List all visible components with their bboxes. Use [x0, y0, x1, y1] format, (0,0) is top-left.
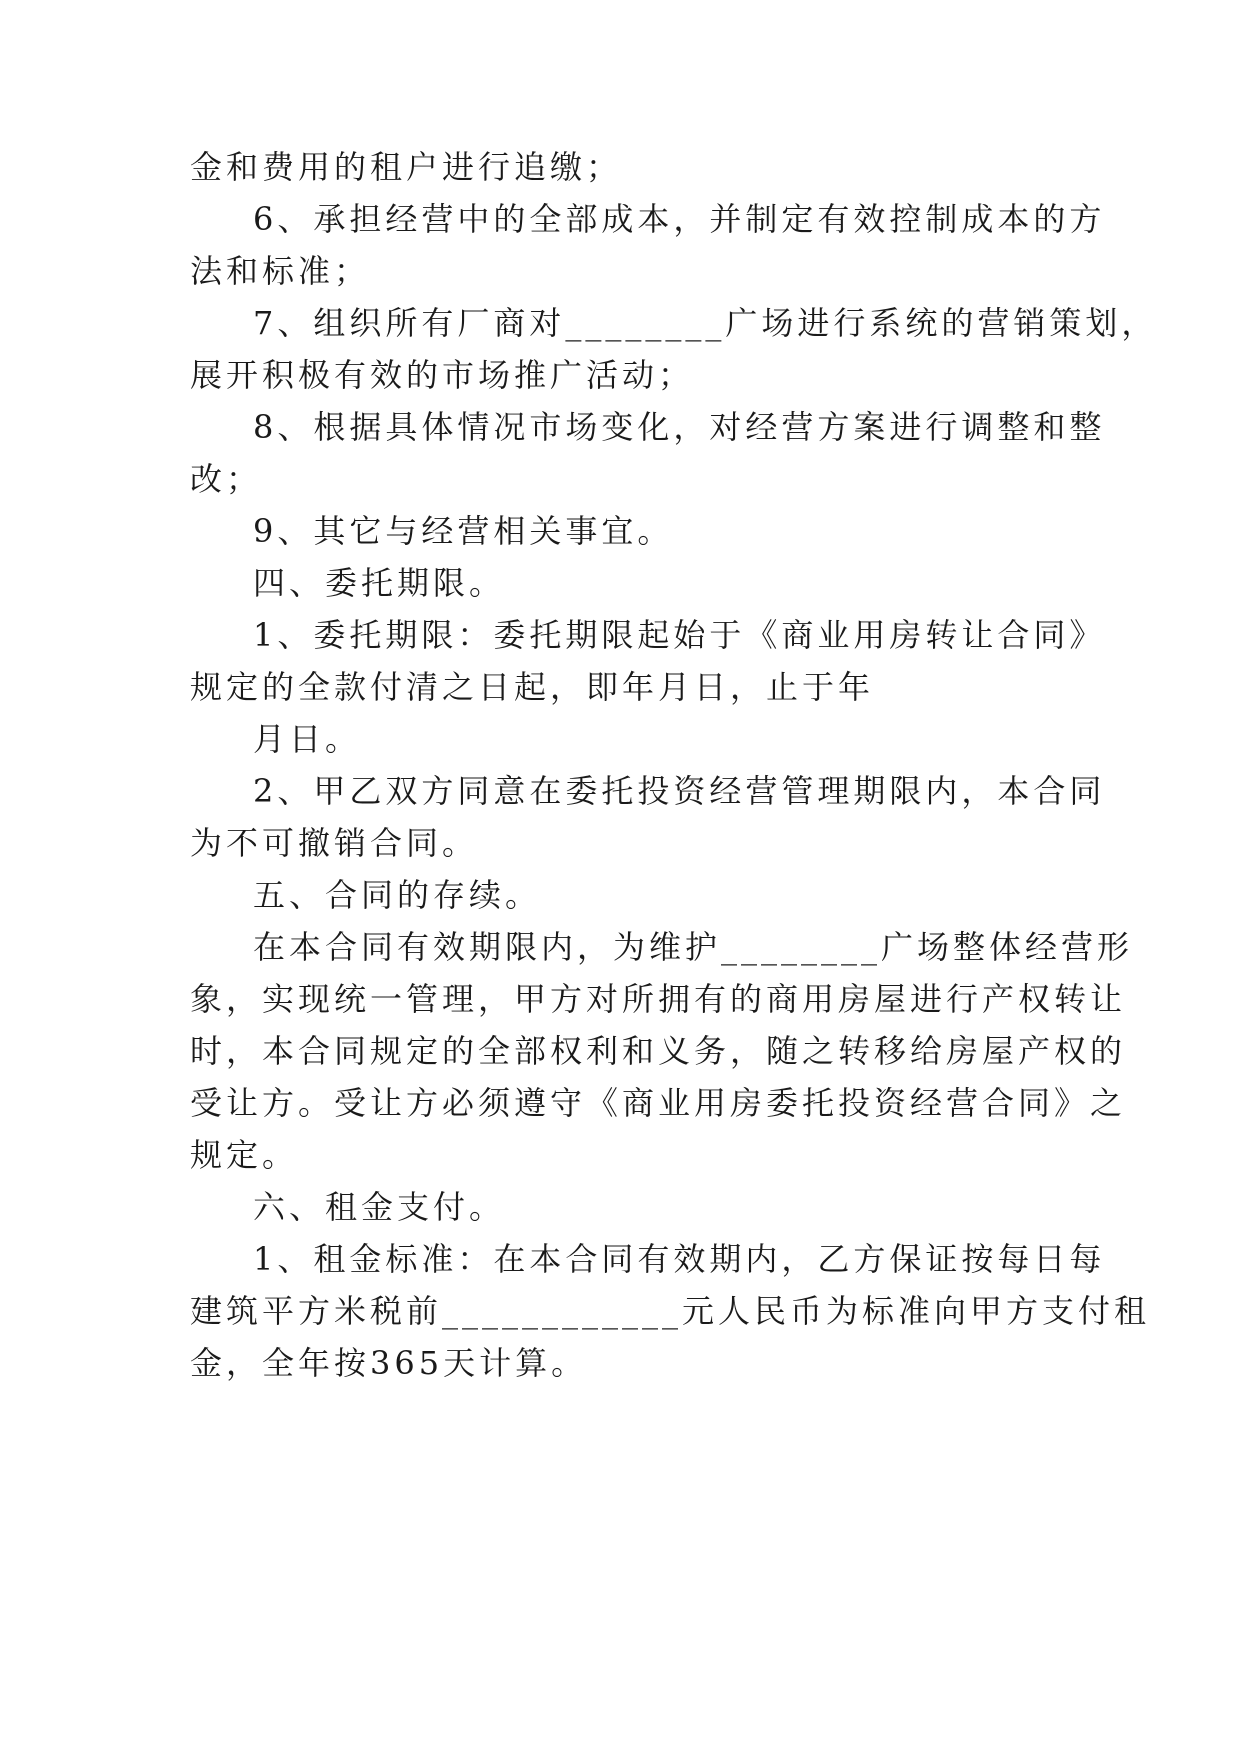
text-line: 受让方。受让方必须遵守《商业用房委托投资经营合同》之	[190, 1084, 1127, 1122]
text-line: 金，全年按365天计算。	[190, 1344, 588, 1382]
text-line: 6、承担经营中的全部成本，并制定有效控制成本的方	[253, 200, 1106, 238]
text-line: 1、委托期限：委托期限起始于《商业用房转让合同》	[253, 616, 1106, 654]
text-line: 月日。	[253, 720, 362, 758]
text-line: 建筑平方米税前____________元人民币为标准向甲方支付租	[190, 1292, 1151, 1330]
text-line: 规定。	[190, 1136, 299, 1174]
text-line: 7、组织所有厂商对________广场进行系统的营销策划，	[253, 304, 1158, 342]
text-line: 改；	[190, 460, 263, 498]
text-line: 法和标准；	[190, 252, 371, 290]
text-line: 在本合同有效期限内，为维护________广场整体经营形	[253, 928, 1134, 966]
text-line: 9、其它与经营相关事宜。	[253, 512, 674, 550]
text-line: 1、租金标准：在本合同有效期内，乙方保证按每日每	[253, 1240, 1106, 1278]
section-heading: 五、合同的存续。	[253, 876, 542, 914]
text-line: 金和费用的租户进行追缴；	[190, 148, 623, 186]
text-line: 规定的全款付清之日起，即年月日，止于年	[190, 668, 875, 706]
text-line: 展开积极有效的市场推广活动；	[190, 356, 695, 394]
text-line: 象，实现统一管理，甲方对所拥有的商用房屋进行产权转让	[190, 980, 1127, 1018]
section-heading: 六、租金支付。	[253, 1188, 506, 1226]
text-line: 时，本合同规定的全部权利和义务，随之转移给房屋产权的	[190, 1032, 1127, 1070]
text-line: 2、甲乙双方同意在委托投资经营管理期限内，本合同	[253, 772, 1106, 810]
text-line: 为不可撤销合同。	[190, 824, 479, 862]
text-line: 8、根据具体情况市场变化，对经营方案进行调整和整	[253, 408, 1106, 446]
section-heading: 四、委托期限。	[253, 564, 506, 602]
